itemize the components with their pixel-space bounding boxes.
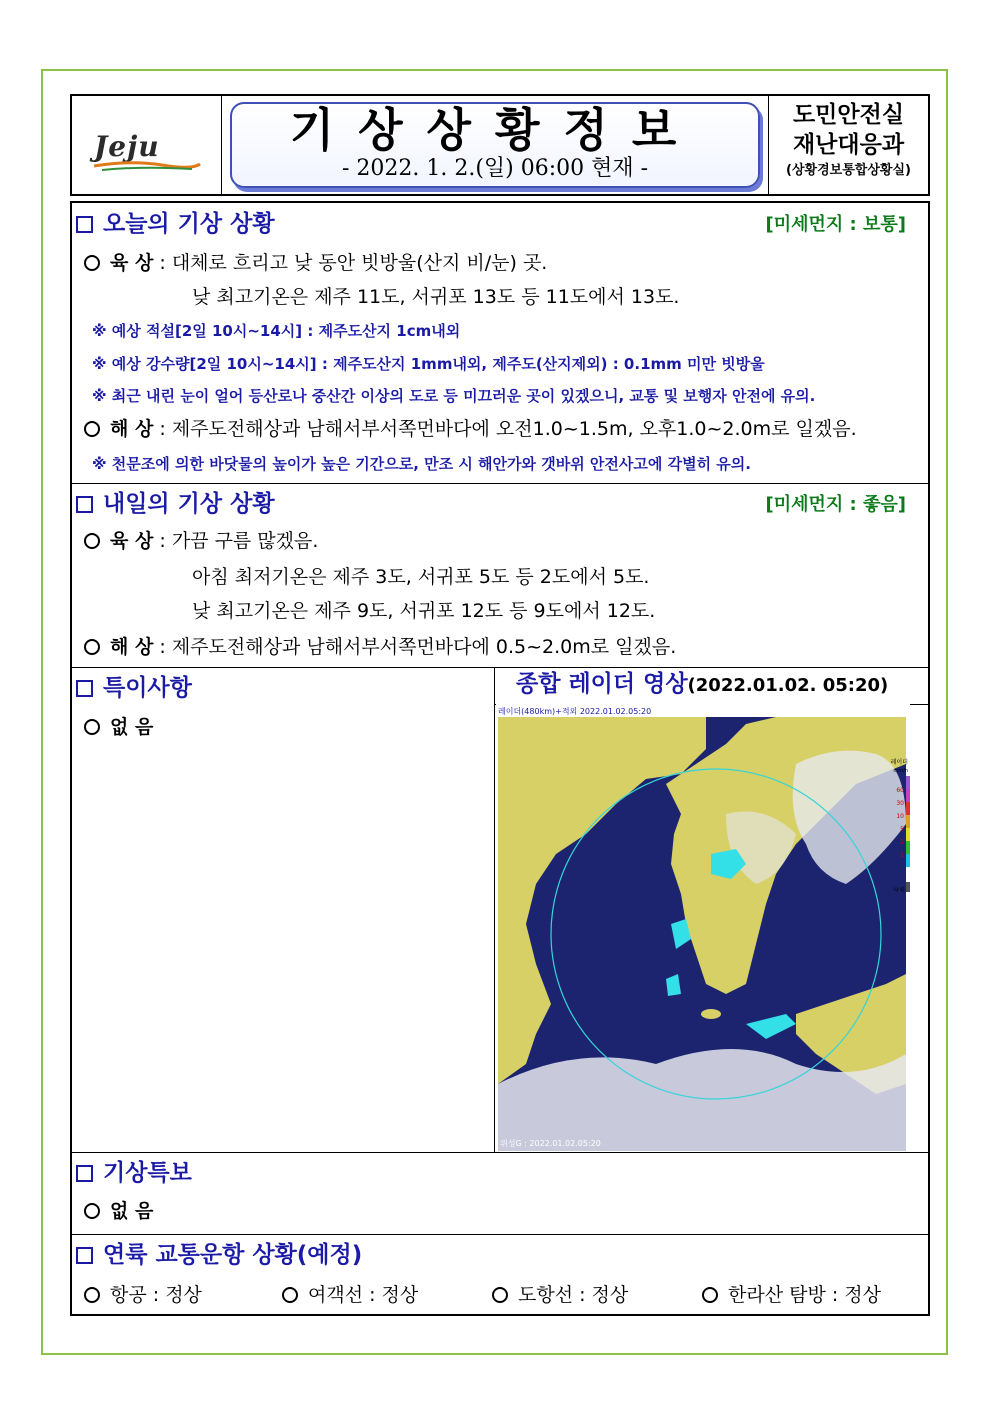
divider (494, 667, 495, 1152)
radar-legend-swatch (906, 815, 910, 828)
traffic-air: 항공 : 정상 (84, 1281, 202, 1309)
radar-image (496, 704, 910, 1153)
today-land-row: 육 상 : 대체로 흐리고 낮 동안 빗방울(산지 비/눈) 곳. (84, 249, 547, 277)
department-cell (768, 96, 928, 194)
radar-legend-label: 2 (900, 839, 904, 846)
checkbox-icon (76, 1165, 93, 1182)
radar-legend-swatch (906, 802, 910, 815)
tomorrow-sea-row: 해 상 : 제주도전해상과 남해서부서쪽먼바다에 0.5~2.0m로 일겠음. (84, 633, 676, 661)
circle-bullet-icon (84, 533, 100, 549)
divider (72, 1234, 928, 1235)
today-note-ice: ※ 최근 내린 눈이 얼어 등산로나 중산간 이상의 도로 등 미끄러운 곳이 있겠으니, 교통 및 보행자 안전에 유의. (92, 387, 816, 405)
tomorrow-section-title: 내일의 기상 상황 (76, 489, 275, 519)
today-sea-row: 해 상 : 제주도전해상과 남해서부서쪽먼바다에 오전1.0~1.5m, 오후1.0~2.0m로 일겠음. (84, 415, 857, 443)
radar-legend-swatch (906, 776, 910, 789)
tomorrow-land-line3: 낮 최고기온은 제주 9도, 서귀포 12도 등 9도에서 12도. (192, 600, 656, 622)
radar-legend-label: 30 (896, 800, 904, 807)
dept-line3: (상황경보통합상황실) (786, 163, 911, 178)
radar-legend-swatch (906, 789, 910, 802)
report-body (70, 201, 930, 1316)
radar-legend-title: 레이더 (890, 759, 908, 766)
report-header (70, 94, 930, 196)
warning-item: 없 음 (84, 1197, 153, 1225)
logo-swoosh-icon (92, 158, 202, 172)
circle-bullet-icon (702, 1287, 718, 1303)
tomorrow-land-row: 육 상 : 가끔 구름 많겠음. (84, 527, 318, 555)
checkbox-icon (76, 1247, 93, 1264)
radar-legend-label: 60 (896, 787, 904, 794)
warning-section-title: 기상특보 (76, 1158, 192, 1188)
radar-legend-label: 10 (896, 813, 904, 820)
logo-cell (72, 96, 222, 194)
radar-caption-bottom: 위성G : 2022.01.02.05:20 (500, 1139, 601, 1148)
today-fine-dust: [미세먼지 : 보통] (765, 214, 906, 235)
radar-legend-label: 1 (900, 852, 904, 859)
today-note-rain: ※ 예상 강수량[2일 10시~14시] : 제주도산지 1mm내외, 제주도(산지제외) : 0.1mm 미만 빗방울 (92, 355, 765, 373)
circle-bullet-icon (84, 1203, 100, 1219)
checkbox-icon (76, 216, 93, 233)
checkbox-icon (76, 680, 93, 697)
tomorrow-land-line2: 아침 최저기온은 제주 3도, 서귀포 5도 등 2도에서 5도. (192, 566, 650, 588)
jeju-logo: Jeju (94, 130, 160, 163)
report-datetime: - 2022. 1. 2.(일) 06:00 현재 - (341, 156, 649, 181)
radar-legend-label: 5 (900, 826, 904, 833)
page-title: 기상상황정보 (289, 103, 701, 157)
circle-bullet-icon (84, 255, 100, 271)
radar-legend-swatch (906, 841, 910, 854)
radar-legend-lightning: 낙뢰 (893, 887, 905, 894)
divider (72, 1152, 928, 1153)
traffic-hallasan: 한라산 탐방 : 정상 (702, 1281, 881, 1309)
circle-bullet-icon (84, 1287, 100, 1303)
traffic-section-title: 연륙 교통운항 상황(예정) (76, 1240, 362, 1270)
today-note-snow: ※ 예상 적설[2일 10시~14시] : 제주도산지 1cm내외 (92, 322, 461, 340)
divider (72, 667, 928, 668)
title-box (230, 102, 760, 188)
radar-legend-unit: mm/h (893, 768, 908, 774)
circle-bullet-icon (84, 639, 100, 655)
special-item: 없 음 (84, 713, 153, 741)
special-section-title: 특이사항 (76, 673, 192, 703)
traffic-ferry: 여객선 : 정상 (282, 1281, 418, 1309)
checkbox-icon (76, 496, 93, 513)
today-section-title: 오늘의 기상 상황 (76, 209, 275, 239)
today-note-tide: ※ 천문조에 의한 바닷물의 높이가 높은 기간으로, 만조 시 해안가와 갯바위 안전사고에 각별히 유의. (92, 455, 751, 473)
traffic-island-ferry: 도항선 : 정상 (492, 1281, 628, 1309)
dept-line2: 재난대응과 (792, 132, 905, 158)
radar-legend-swatch (906, 854, 910, 867)
dept-line1: 도민안전실 (792, 102, 905, 128)
circle-bullet-icon (282, 1287, 298, 1303)
radar-title: 종합 레이더 영상(2022.01.02. 05:20) (516, 671, 889, 697)
circle-bullet-icon (492, 1287, 508, 1303)
tomorrow-fine-dust: [미세먼지 : 좋음] (765, 494, 906, 515)
today-land-line2: 낮 최고기온은 제주 11도, 서귀포 13도 등 11도에서 13도. (192, 286, 680, 308)
divider (72, 483, 928, 484)
circle-bullet-icon (84, 421, 100, 437)
circle-bullet-icon (84, 719, 100, 735)
radar-caption-top: 레이더(480km)+적외 2022.01.02.05:20 (498, 707, 652, 716)
radar-legend-swatch (906, 828, 910, 841)
